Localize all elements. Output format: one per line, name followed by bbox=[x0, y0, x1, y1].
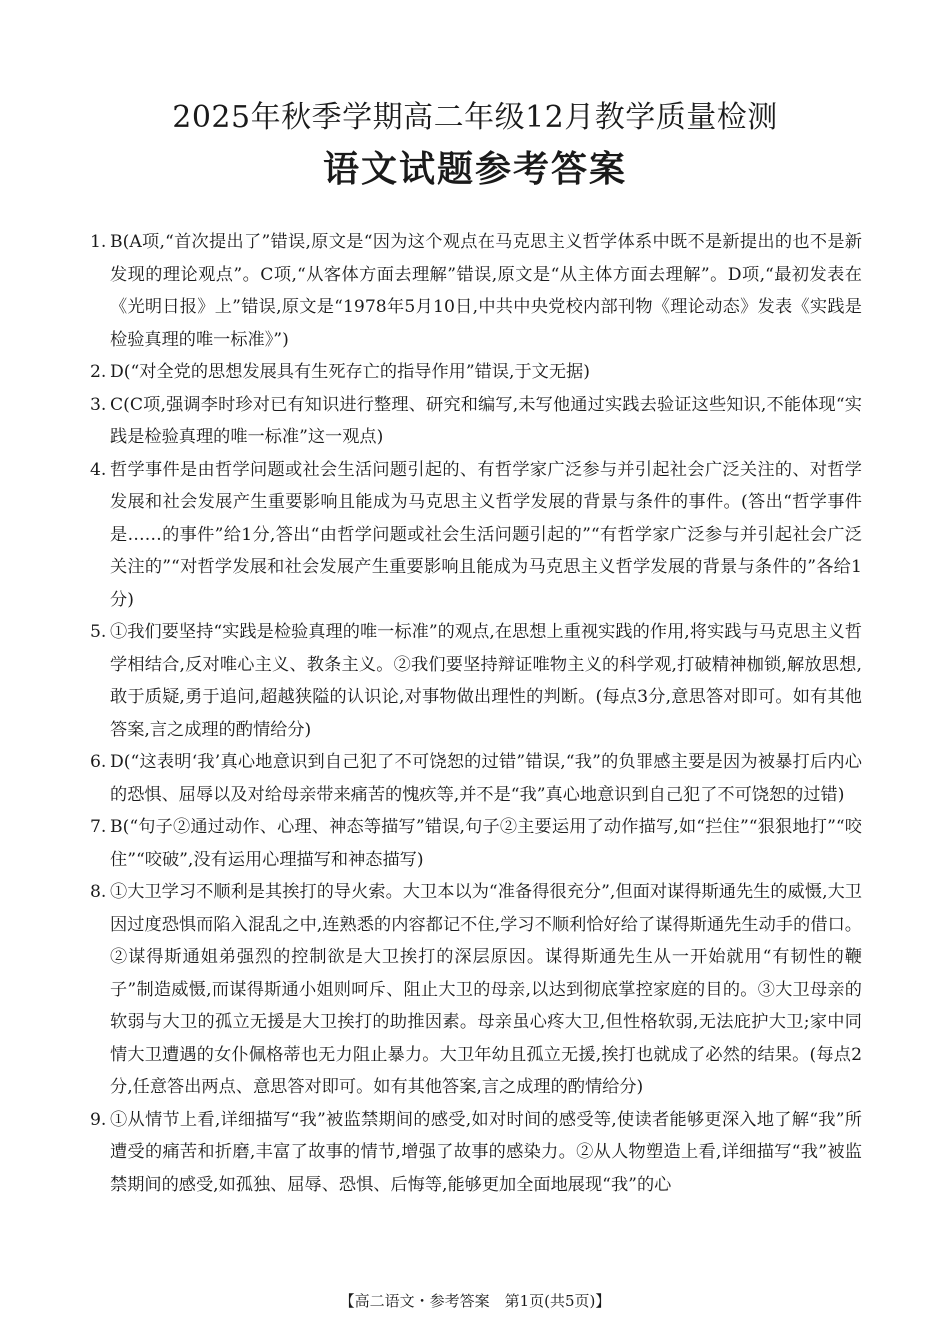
answer-item-4 bbox=[90, 454, 862, 617]
answer-text: C(C项,强调李时珍对已有知识进行整理、研究和编写,未写他通过实践去验证这些知识,不能体现“实践是检验真理的唯一标准”这一观点) bbox=[110, 394, 862, 447]
page-footer: 【高二语文・参考答案 第1页(共5页)】 bbox=[339, 1292, 611, 1310]
answer-item-6 bbox=[90, 746, 862, 811]
answer-item-3 bbox=[90, 389, 862, 454]
answer-text: D(“这表明‘我’真心地意识到自己犯了不可饶恕的过错”错误,“我”的负罪感主要是因为被暴打后内心的恐惧、屈辱以及对给母亲带来痛苦的愧疚等,并不是“我”真心地意识到自己犯了不可饶恕的过错) bbox=[110, 752, 862, 805]
answer-text: B(A项,“首次提出了”错误,原文是“因为这个观点在马克思主义哲学体系中既不是新提出的也不是新发现的理论观点”。C项,“从客体方面去理解”错误,原文是“从主体方面去理解”。D项,“最初发表在《光明日报》上”错误,原文是“1978年5月10日,中共中央党校内部刊物《理论动态》发表《实践是检验真理的唯一标准》”) bbox=[110, 232, 862, 350]
answer-key-title: 语文试题参考答案 bbox=[322, 149, 627, 190]
answer-item-5 bbox=[90, 616, 862, 746]
answer-number: 3. bbox=[90, 394, 107, 415]
exam-title: 2025年秋季学期高二年级12月教学质量检测 bbox=[172, 100, 778, 135]
answer-number: 6. bbox=[90, 752, 107, 772]
answer-text: ①从情节上看,详细描写“我”被监禁期间的感受,如对时间的感受等,使读者能够更深入地了解“我”所遭受的痛苦和折磨,丰富了故事的情节,增强了故事的感染力。②从人物塑造上看,详细描写“我”被监禁期间的感受,如孤独、屈辱、恐惧、后悔等,能够更加全面地展现“我”的心 bbox=[110, 1109, 862, 1195]
answer-number: 1. bbox=[90, 232, 107, 252]
answer-item-1 bbox=[90, 226, 862, 356]
answer-item-8 bbox=[90, 876, 862, 1104]
answer-number: 8. bbox=[90, 882, 107, 902]
answer-text: ①我们要坚持“实践是检验真理的唯一标准”的观点,在思想上重视实践的作用,将实践与马克思主义哲学相结合,反对唯心主义、教条主义。②我们要坚持辩证唯物主义的科学观,打破精神枷锁,解放思想,敢于质疑,勇于追问,超越狭隘的认识论,对事物做出理性的判断。(每点3分,意思答对即可。如有其他答案,言之成理的酌情给分) bbox=[110, 622, 862, 740]
answer-item-9 bbox=[90, 1104, 862, 1202]
answer-list bbox=[90, 226, 862, 1201]
answer-number: 9. bbox=[90, 1109, 107, 1130]
answer-text: ①大卫学习不顺利是其挨打的导火索。大卫本以为“准备得很充分”,但面对谋得斯通先生的威慑,大卫因过度恐惧而陷入混乱之中,连熟悉的内容都记不住,学习不顺利恰好给了谋得斯通先生动手的借口。②谋得斯通姐弟强烈的控制欲是大卫挨打的深层原因。谋得斯通先生从一开始就用“有韧性的鞭子”制造威慑,而谋得斯通小姐则呵斥、阻止大卫的母亲,以达到彻底掌控家庭的目的。③大卫母亲的软弱与大卫的孤立无援是大卫挨打的助推因素。母亲虽心疼大卫,但性格软弱,无法庇护大卫;家中同情大卫遭遇的女仆佩格蒂也无力阻止暴力。大卫年幼且孤立无援,挨打也就成了必然的结果。(每点2分,任意答出两点、意思答对即可。如有其他答案,言之成理的酌情给分) bbox=[110, 882, 862, 1097]
answer-item-7 bbox=[90, 811, 862, 876]
answer-text: 哲学事件是由哲学问题或社会生活问题引起的、有哲学家广泛参与并引起社会广泛关注的、对哲学发展和社会发展产生重要影响且能成为马克思主义哲学发展的背景与条件的事件。(答出“哲学事件是……的事件”给1分,答出“由哲学问题或社会生活问题引起的”“有哲学家广泛参与并引起社会广泛关注的”“对哲学发展和社会发展产生重要影响且能成为马克思主义哲学发展的背景与条件的”各给1分) bbox=[110, 459, 862, 610]
answer-text: B(“句子②通过动作、心理、神态等描写”错误,句子②主要运用了动作描写,如“拦住”“狠狠地打”“咬住”“咬破”,没有运用心理描写和神态描写) bbox=[110, 817, 862, 870]
answer-item-2 bbox=[90, 356, 862, 389]
answer-text: D(“对全党的思想发展具有生死存亡的指导作用”错误,于文无据) bbox=[110, 362, 590, 382]
answer-number: 2. bbox=[90, 362, 107, 382]
answer-number: 4. bbox=[90, 459, 107, 480]
answer-number: 7. bbox=[90, 817, 107, 837]
answer-number: 5. bbox=[90, 622, 107, 642]
